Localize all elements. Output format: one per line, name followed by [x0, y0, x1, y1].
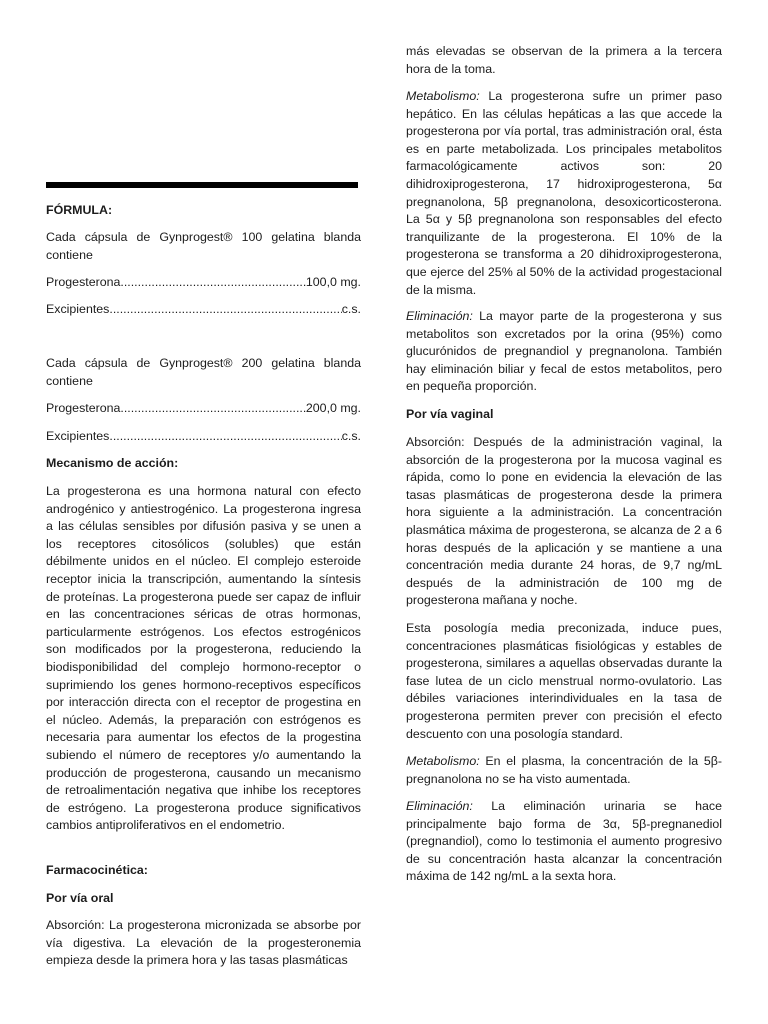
progesterone-100-line: [46, 274, 361, 292]
mechanism-heading: Mecanismo de acción:: [46, 456, 179, 470]
excipients-line-1: [46, 301, 361, 319]
vaginal-dosage-paragraph: Esta posología media preconizada, induce pues, concentraciones plasmáticas fisiológicas y estables de progesterona, similares a aquellas observadas durante la fase lutea de un ciclo menstrual normo-ovulatorio. Las débiles variaciones interindividuales en la tasa de progesterona permiten prever con precisión el efecto descuento con una posología standard.: [406, 621, 722, 741]
excipients-line-2: [46, 428, 361, 446]
oral-metabolism-paragraph: [406, 88, 722, 299]
vaginal-elimination-text: La eliminación urinaria se hace principalmente bajo forma de 3α, 5β-pregnanediol (pregnandiol), como lo testimonia el aumento progresivo de su concentración hasta alcanzar la concentración máxima de 142 ng/mL a la sexta hora.: [406, 799, 722, 884]
progesterone-label: Progesterona: [46, 401, 121, 415]
vaginal-route-heading: Por vía vaginal: [406, 407, 494, 421]
excipients-amount: c.s.: [341, 429, 361, 443]
oral-metabolism-text: La progesterona sufre un primer paso hepático. En las células hepáticas a las que accede la progesterona por vía portal, tras administración oral, ésta es en parte metabolizada. Los principales metabolitos farmacológicamente activos son: 20 dihidroxiprogesterona, 17 hidroxiprogesterona, 5α pregnanolona, 5β pregnanolona, desoxicorticosterona. La 5α y 5β pregnanolona son responsables del efecto tranquilizante de la progesterona. El 10% de la progesterona se transforma a 20 dihidroxiprogesterona, que ejerce del 25% al 50% de la actividad progestacional de la misma.: [406, 89, 722, 297]
metabolism-label: Metabolismo:: [406, 754, 480, 768]
excipients-label: Excipientes: [46, 302, 110, 316]
vaginal-metabolism-text: En el plasma, la concentración de la 5β-pregnanolona no se ha visto aumentada.: [406, 754, 722, 786]
oral-elimination-paragraph: [406, 308, 722, 396]
elimination-label: Eliminación:: [406, 309, 473, 323]
vaginal-elimination-paragraph: [406, 798, 722, 886]
progesterone-200-amount: 200,0 mg.: [305, 401, 361, 415]
capsule-100-description: Cada cápsula de Gynprogest® 100 gelatina blanda contiene: [46, 230, 361, 262]
oral-absorption-continued: más elevadas se observan de la primera a la tercera hora de la toma.: [406, 44, 722, 76]
mechanism-paragraph: La progesterona es una hormona natural con efecto androgénico y antiestrogénico. La progesterona ingresa a las células sensibles por difusión pasiva y se unen a los receptores citosólicos (solubles) que están débilmente unidos en el núcleo. El complejo esteroide receptor inicia la transcripción, aumentando la síntesis de proteínas. La progesterona puede ser capaz de influir en las concentraciones séricas de otras hormonas, particularmente estrógenos. Los efectos estrogénicos son modificados por la progesterona, reduciendo la biodisponibilidad del complejo hormono-receptor o suprimiendo los genes hormono-receptivos específicos por interacción directa con el receptor de progestina en el núcleo. Además, la preparación con estrógenos es necesaria para aumentar los efectos de la progestina subiendo el número de receptores y/o aumentando la producción de progesterona, causando un mecanismo de retroalimentación negativa que inhibe los receptores de estrógeno. La progesterona produce significativos cambios antiproliferativos en el endometrio.: [46, 484, 361, 833]
progesterone-100-amount: 100,0 mg.: [305, 275, 361, 289]
oral-elimination-text: La mayor parte de la progesterona y sus metabolitos son excretados por la orina (95%) como glucurónidos de pregnandiol y pregnanolona. También hay eliminación biliar y fecal de estos metabolitos, pero en pequeña proporción.: [406, 309, 722, 394]
oral-absorption-paragraph: Absorción: La progesterona micronizada se absorbe por vía digestiva. La elevación de la progesteronemia empieza desde la primera hora y las tasas plasmáticas: [46, 918, 361, 968]
vaginal-absorption-paragraph: Absorción: Después de la administración vaginal, la absorción de la progesterona por la mucosa vaginal es rápida, como lo pone en evidencia la elevación de las tasas plasmáticas de progesterona desde la primera hora siguiente a la administración. La concentración plasmática máxima de progesterona, se alcanza de 2 a 6 horas después de la aplicación y se mantiene a una concentración media durante 24 horas, de 9,7 ng/mL después de la administración de 100 mg de progesterona mañana y noche.: [406, 435, 722, 608]
excipients-label: Excipientes: [46, 429, 110, 443]
metabolism-label: Metabolismo:: [406, 89, 480, 103]
excipients-amount: c.s.: [341, 302, 361, 316]
capsule-200-description: Cada cápsula de Gynprogest® 200 gelatina blanda contiene: [46, 356, 361, 388]
section-divider-bar: [46, 182, 358, 188]
vaginal-metabolism-paragraph: [406, 753, 722, 788]
pharmacokinetics-heading: Farmacocinética:: [46, 863, 148, 877]
progesterone-200-line: [46, 400, 361, 418]
oral-route-heading: Por vía oral: [46, 891, 114, 905]
formula-heading: FÓRMULA:: [46, 203, 113, 217]
elimination-label: Eliminación:: [406, 799, 473, 813]
progesterone-label: Progesterona: [46, 275, 121, 289]
